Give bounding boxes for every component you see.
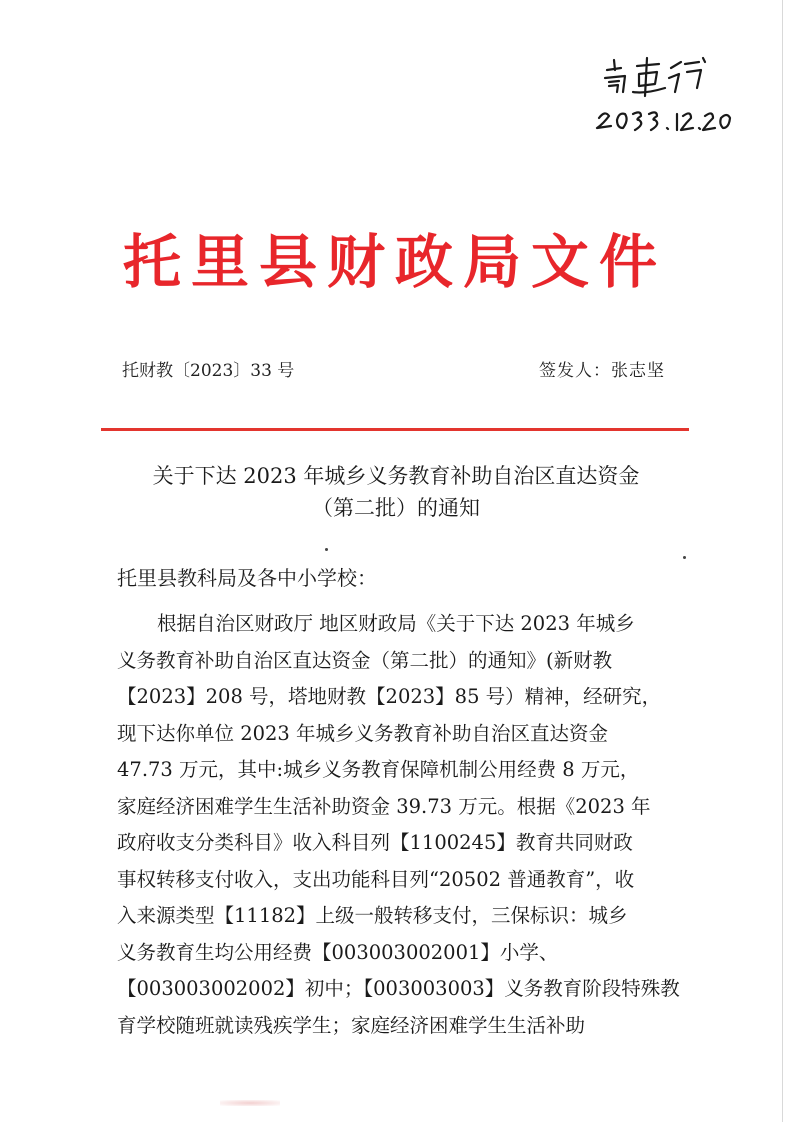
body-line: 事权转移支付收入，支出功能科目列“20502 普通教育”，收 xyxy=(117,867,635,891)
scan-speck xyxy=(325,548,328,551)
document-number: 托财教〔2023〕33 号 xyxy=(122,361,295,381)
body-line: 根据自治区财政厅 地区财政局《关于下达 2023 年城乡 xyxy=(157,612,635,635)
document-header-title: 托里县财政局文件 xyxy=(122,228,667,296)
body-line: 【2023】208 号，塔地财教【2023】85 号）精神，经研究， xyxy=(117,685,662,708)
body-line: 育学校随班就读残疾学生；家庭经济困难学生生活补助 xyxy=(117,1013,586,1037)
body-line: 入来源类型【11182】上级一般转移支付，三保标识：城乡 xyxy=(117,904,628,927)
scan-speck xyxy=(683,556,686,559)
scan-smudge xyxy=(220,1100,280,1106)
body-line: 家庭经济困难学生生活补助资金 39.73 万元。根据《2023 年 xyxy=(117,794,651,818)
body-line: 政府收支分类科目》收入科目列【1100245】教育共同财政 xyxy=(117,831,633,854)
body-paragraph xyxy=(117,606,680,1044)
issuer-signatory: 签发人：张志坚 xyxy=(539,361,665,381)
body-line: 义务教育生均公用经费【003003002001】小学、 xyxy=(117,940,559,964)
notice-title-line-1: 关于下达 2023 年城乡义务教育补助自治区直达资金 xyxy=(152,464,640,488)
body-line: 【003003002002】初中；【003003003】义务教育阶段特殊教 xyxy=(117,977,680,1000)
red-divider-rule xyxy=(101,428,689,431)
salutation: 托里县教科局及各中小学校： xyxy=(117,566,377,590)
body-line: 现下达你单位 2023 年城乡义务教育补助自治区直达资金 xyxy=(117,721,609,745)
scan-edge-line xyxy=(782,0,783,1122)
notice-title-line-2: （第二批）的通知 xyxy=(312,496,480,520)
notice-title xyxy=(90,460,702,524)
body-line: 义务教育补助自治区直达资金（第二批）的通知》(新财教 xyxy=(117,648,613,672)
body-line: 47.73 万元，其中:城乡义务教育保障机制公用经费 8 万元， xyxy=(117,758,640,781)
handwritten-signature-icon xyxy=(585,48,735,143)
